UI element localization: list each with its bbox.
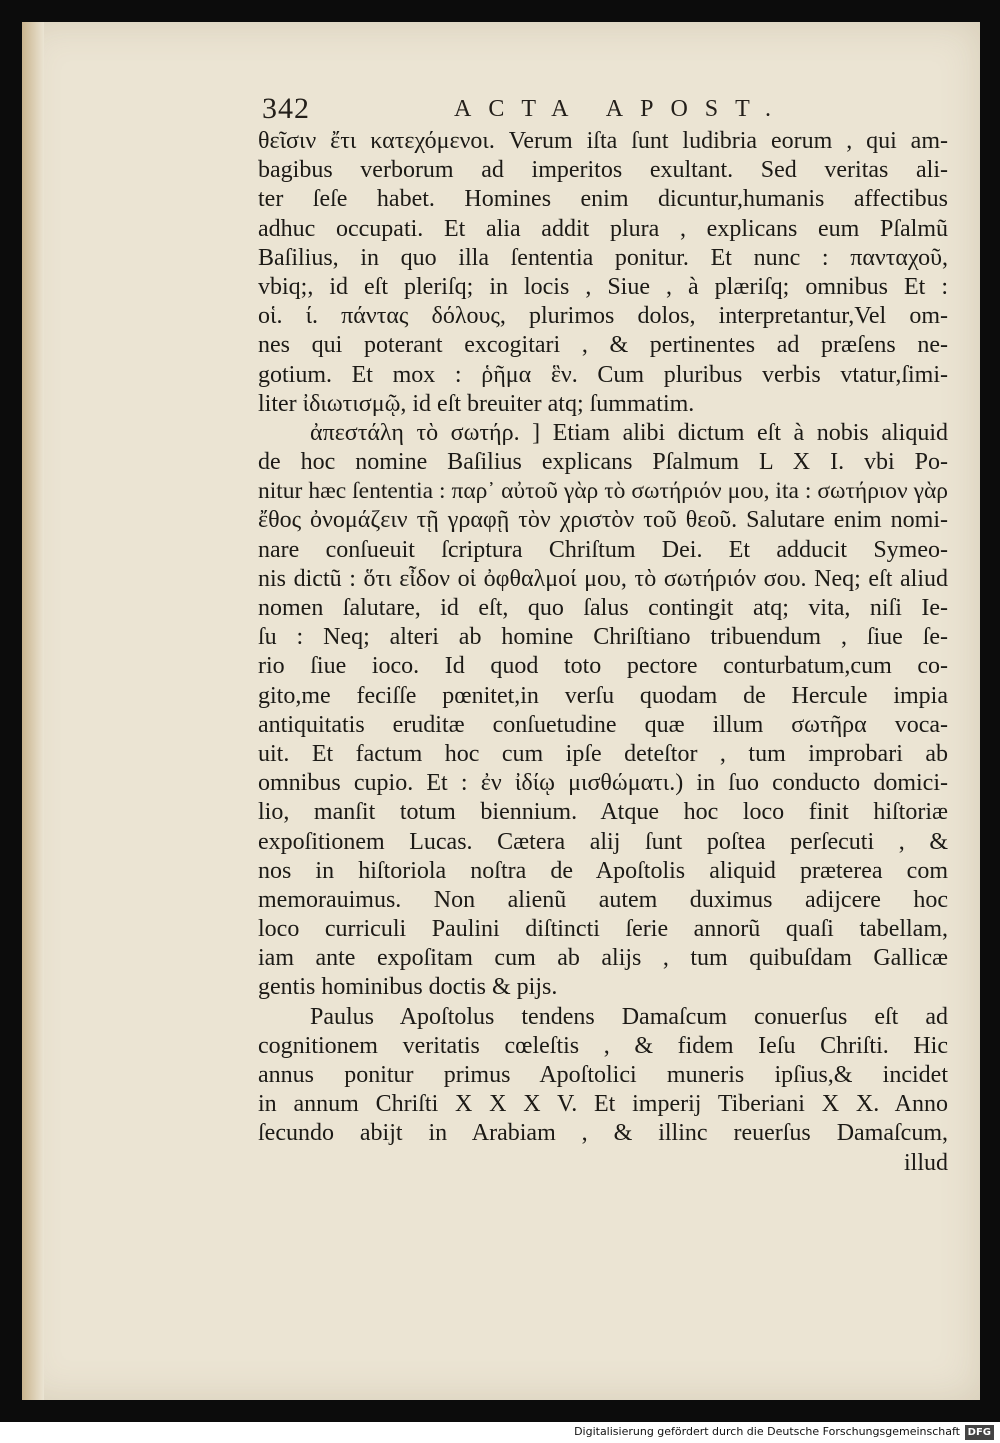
text-line: ſu : Neq; alteri ab homine Chriſtiano tribuendum , ſiue ſe- <box>258 624 948 651</box>
running-title: ACTA APOST. <box>454 96 788 122</box>
text-line: nitur hæc ſententia : παρ᾽ αὐτοῦ γὰρ τὸ σωτήριόν μου, ita : σωτήριον γὰρ <box>258 478 948 505</box>
text-line: loco curriculi Paulini diſtincti ſerie annorũ quaſi tabellam, <box>258 916 948 943</box>
dfg-logo: DFG <box>965 1425 994 1440</box>
text-line: vbiq;, id eſt pleriſq; in locis , Siue , à plæriſq; omnibus Et : <box>258 273 948 300</box>
funding-credit: Digitalisierung gefördert durch die Deutsche Forschungsgemeinschaft <box>574 1425 960 1438</box>
page-number: 342 <box>262 92 310 125</box>
text-line: ter ſeſe habet. Homines enim dicuntur,humanis affectibus <box>258 186 948 213</box>
text-line: gotium. Et mox : ῥῆμα ἓν. Cum pluribus verbis vtatur,ſimi- <box>258 361 948 388</box>
text-line: θεῖσιν ἔτι κατεχόμενοι. Verum iſta ſunt ludibria eorum , qui am- <box>258 128 948 154</box>
text-line: ſecundo abijt in Arabiam , & illinc reuerſus Damaſcum, <box>258 1120 948 1147</box>
text-line: liter ἰδιωτισμῷ, id eſt breuiter atq; ſummatim. <box>258 390 695 417</box>
text-line: οἱ. ί. πάντας δόλους, plurimos dolos, interpretantur,Vel om- <box>258 303 948 330</box>
text-line: adhuc occupati. Et alia addit plura , explicans eum Pſalmũ <box>258 215 948 242</box>
text-line: bagibus verborum ad imperitos exultant. Sed veritas ali- <box>258 157 948 184</box>
text-line: gito,me feciſſe pœnitet,in verſu quodam de Hercule impia <box>258 682 948 709</box>
text-line: in annum Chriſti X X X V. Et imperij Tiberiani X X. Anno <box>258 1091 948 1118</box>
page-gutter-shadow <box>22 22 44 1400</box>
text-line: annus ponitur primus Apoſtolici muneris ipſius,& incidet <box>258 1062 948 1088</box>
digitization-footer <box>0 1422 1000 1443</box>
text-line: nos in hiſtoriola noſtra de Apoſtolis aliquid præterea com <box>258 857 948 884</box>
catchword: illud <box>903 1149 948 1176</box>
text-line: gentis hominibus doctis & pijs. <box>258 974 558 1001</box>
text-line: Paulus Apoſtolus tendens Damaſcum conuerſus eſt ad <box>310 1003 948 1030</box>
text-line: nis dictũ : ὅτι εἶδον οἱ ὀφθαλμοί μου, τὸ σωτήριόν σου. Neq; eſt aliud <box>258 565 948 592</box>
text-line: iam ante expoſitam cum ab alijs , tum quibuſdam Gallicæ <box>258 945 948 972</box>
page-header <box>262 92 982 132</box>
text-line: nomen ſalutare, id eſt, quo ſalus contingit atq; vita, niſi Ie- <box>258 595 948 621</box>
text-line: Baſilius, in quo illa ſententia ponitur. Et nunc : πανταχοῦ, <box>258 244 948 271</box>
text-line: uit. Et factum hoc cum ipſe deteſtor , tum improbari ab <box>258 740 948 767</box>
text-line: antiquitatis eruditæ conſuetudine quæ illum σωτῆρα voca- <box>258 711 948 738</box>
main-text <box>258 127 948 1178</box>
text-line: expoſitionem Lucas. Cætera alij ſunt poſtea perſecuti , & <box>258 828 948 855</box>
text-line: ἔθος ὀνομάζειν τῇ γραφῇ τὸν χριστὸν τοῦ θεοῦ. Salutare enim nomi- <box>258 507 948 534</box>
text-line: de hoc nomine Baſilius explicans Pſalmum L X I. vbi Po- <box>258 449 948 476</box>
text-line: cognitionem veritatis cœleſtis , & fidem Ieſu Chriſti. Hic <box>258 1032 948 1059</box>
text-line: rio ſiue ioco. Id quod toto pectore conturbatum,cum co- <box>258 653 948 680</box>
text-line: nes qui poterant excogitari , & pertinentes ad præſens ne- <box>258 332 948 359</box>
text-line: ἀπεστάλη τὸ σωτήρ. ] Etiam alibi dictum eſt à nobis aliquid <box>310 419 948 446</box>
text-line: omnibus cupio. Et : ἐν ἰδίῳ μισθώματι.) in ſuo conducto domici- <box>258 770 948 797</box>
text-line: nare conſueuit ſcriptura Chriſtum Dei. Et adducit Symeo- <box>258 536 948 563</box>
text-line: memorauimus. Non alienũ autem duximus adijcere hoc <box>258 886 948 913</box>
text-line: lio, manſit totum biennium. Atque hoc loco finit hiſtoriæ <box>258 799 948 826</box>
